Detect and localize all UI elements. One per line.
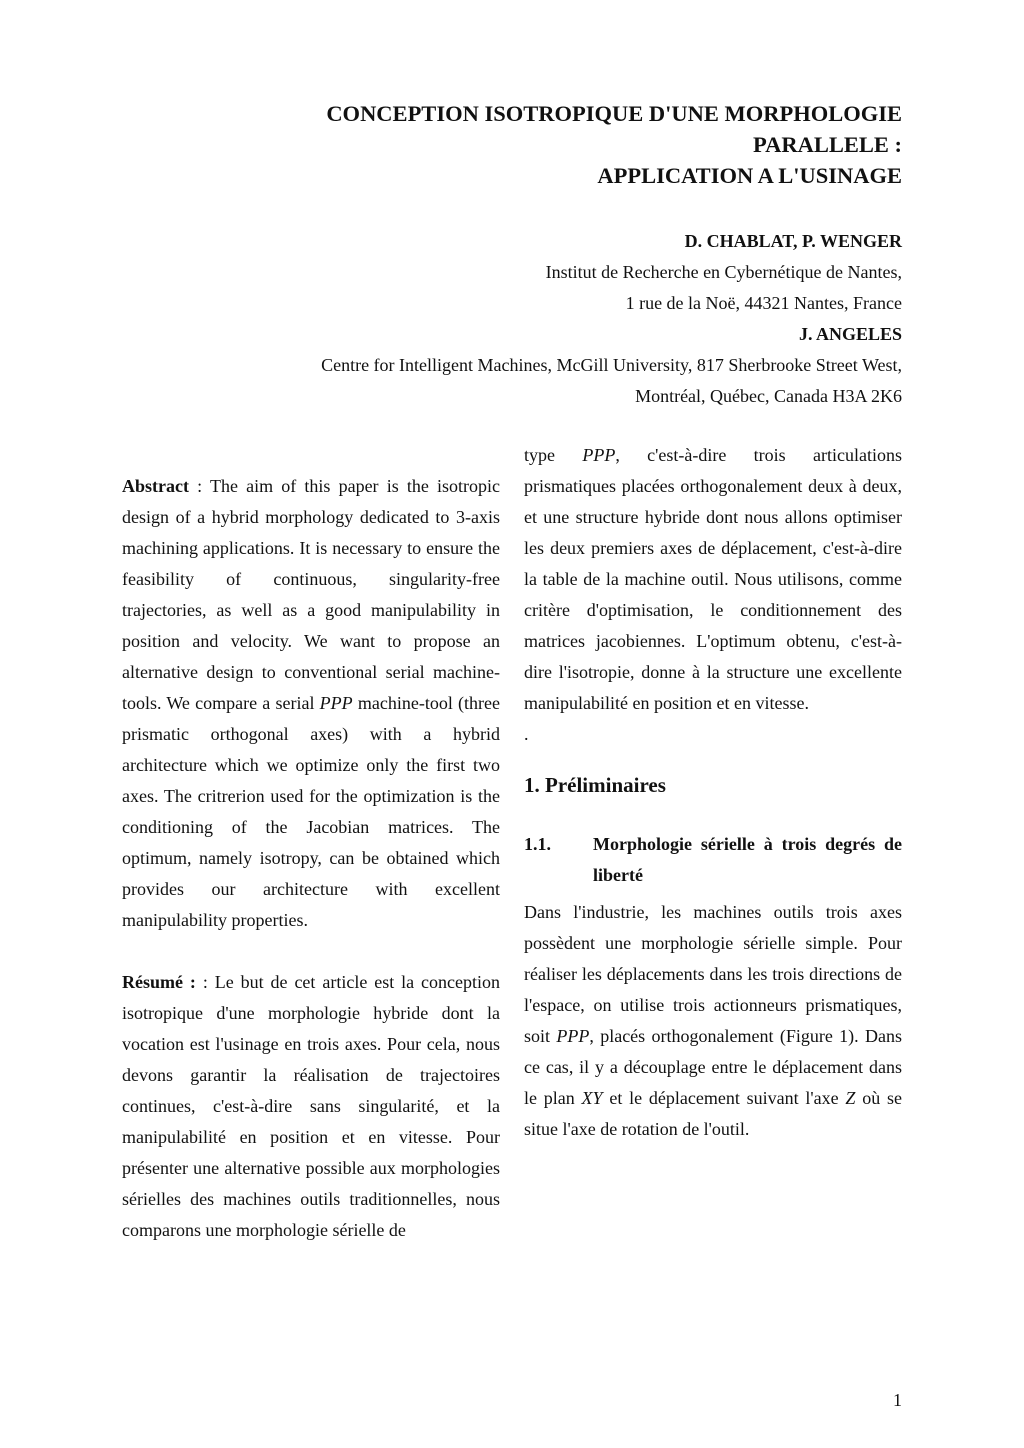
- author-block: [102, 226, 902, 412]
- subsection-1-1-paragraph: [524, 897, 902, 1145]
- affiliation-2-line-1: Centre for Intelligent Machines, McGill University, 817 Sherbrooke Street West,: [321, 355, 902, 375]
- stray-dot: .: [524, 724, 529, 744]
- resume-separator: :: [195, 972, 215, 992]
- abstract-text-b: machine-tool (three prismatic orthogonal axes) with a hybrid architecture which we optimize only the first two axes. The critrerion used for the optimization is the conditioning of the Jacobian matrices. The optimum, namely isotropy, can be obtained which provides our architecture with excellent manipulability properties.: [122, 693, 500, 930]
- title-line-3: APPLICATION A L'USINAGE: [597, 163, 902, 188]
- affiliation-1-line-1: Institut de Recherche en Cybernétique de Nantes,: [545, 262, 902, 282]
- resume-cont-text-a: type: [524, 445, 583, 465]
- resume-cont-ppp: PPP: [582, 445, 616, 465]
- author-names-2: J. ANGELES: [798, 324, 902, 344]
- subsection-number: 1.1.: [524, 834, 551, 854]
- paper-title: [142, 98, 902, 191]
- para-text-1: Dans l'industrie, les machines outils trois axes possèdent une morphologie sérielle simple. Pour réaliser les déplacements dans les trois directions de l'espace, on utilise trois actionneurs prismatiques, soit: [524, 902, 902, 1046]
- resume-text: Le but de cet article est la conception isotropique d'une morphologie hybride dont la vocation est l'usinage en trois axes. Pour cela, nous devons garantir la réalisation de trajectoires continues, c'est-à-dire sans singularité, et la manipulabilité en position et en vitesse. Pour présenter une alternative possible aux morphologies sérielles des machines outils traditionnelles, nous comparons une morphologie sérielle de: [122, 972, 500, 1240]
- page-number: 1: [893, 1390, 902, 1410]
- abstract-separator: :: [188, 476, 210, 496]
- resume-paragraph: [122, 967, 500, 1246]
- para-xy: XY: [581, 1088, 603, 1108]
- para-ppp: PPP: [556, 1026, 590, 1046]
- resume-continuation: [524, 440, 902, 719]
- left-column: [122, 471, 500, 1246]
- abstract-text-a: The aim of this paper is the isotropic design of a hybrid morphology dedicated to 3-axis machining applications. It is necessary to ensure the feasibility of continuous, singularity-free trajectories, as well as a good manipulability in position and velocity. We want to propose an alternative design to conventional serial machine-tools. We compare a serial: [122, 476, 501, 713]
- para-text-4: où se situe l'axe de rotation de l'outil.: [524, 1088, 902, 1139]
- section-1-heading: 1. Préliminaires: [524, 773, 666, 797]
- resume-cont-text-b: , c'est-à-dire trois articulations prismatiques placées orthogonalement deux à deux, et une structure hybride dont nous allons optimiser les deux premiers axes de déplacement, c'est-à-dire la table de la machine outil. Nous utilisons, comme critère d'optimisation, le conditionnement des matrices jacobiennes. L'optimum obtenu, c'est-à-dire l'isotropie, donne à la structure une excellente manipulabilité en position et en vitesse.: [524, 445, 902, 713]
- para-z: Z: [845, 1088, 856, 1108]
- title-line-1: CONCEPTION ISOTROPIQUE D'UNE MORPHOLOGIE: [326, 101, 902, 126]
- author-names-1: D. CHABLAT, P. WENGER: [684, 231, 902, 251]
- abstract-ppp: PPP: [319, 693, 353, 713]
- affiliation-1-line-2: 1 rue de la Noë, 44321 Nantes, France: [625, 293, 902, 313]
- resume-label: Résumé :: [122, 972, 196, 992]
- title-line-2: PARALLELE :: [753, 132, 902, 157]
- para-text-3: et le déplacement suivant l'axe: [602, 1088, 846, 1108]
- subsection-1-1-heading: [524, 829, 902, 891]
- subsection-title: Morphologie sérielle à trois degrés de liberté: [593, 834, 902, 885]
- abstract-paragraph: [122, 471, 500, 936]
- para-text-2: , placés orthogonalement (Figure 1). Dans ce cas, il y a découplage entre le déplacement dans le plan: [524, 1026, 902, 1108]
- affiliation-2-line-2: Montréal, Québec, Canada H3A 2K6: [635, 386, 902, 406]
- abstract-label: Abstract: [122, 476, 189, 496]
- right-column: [524, 440, 902, 1145]
